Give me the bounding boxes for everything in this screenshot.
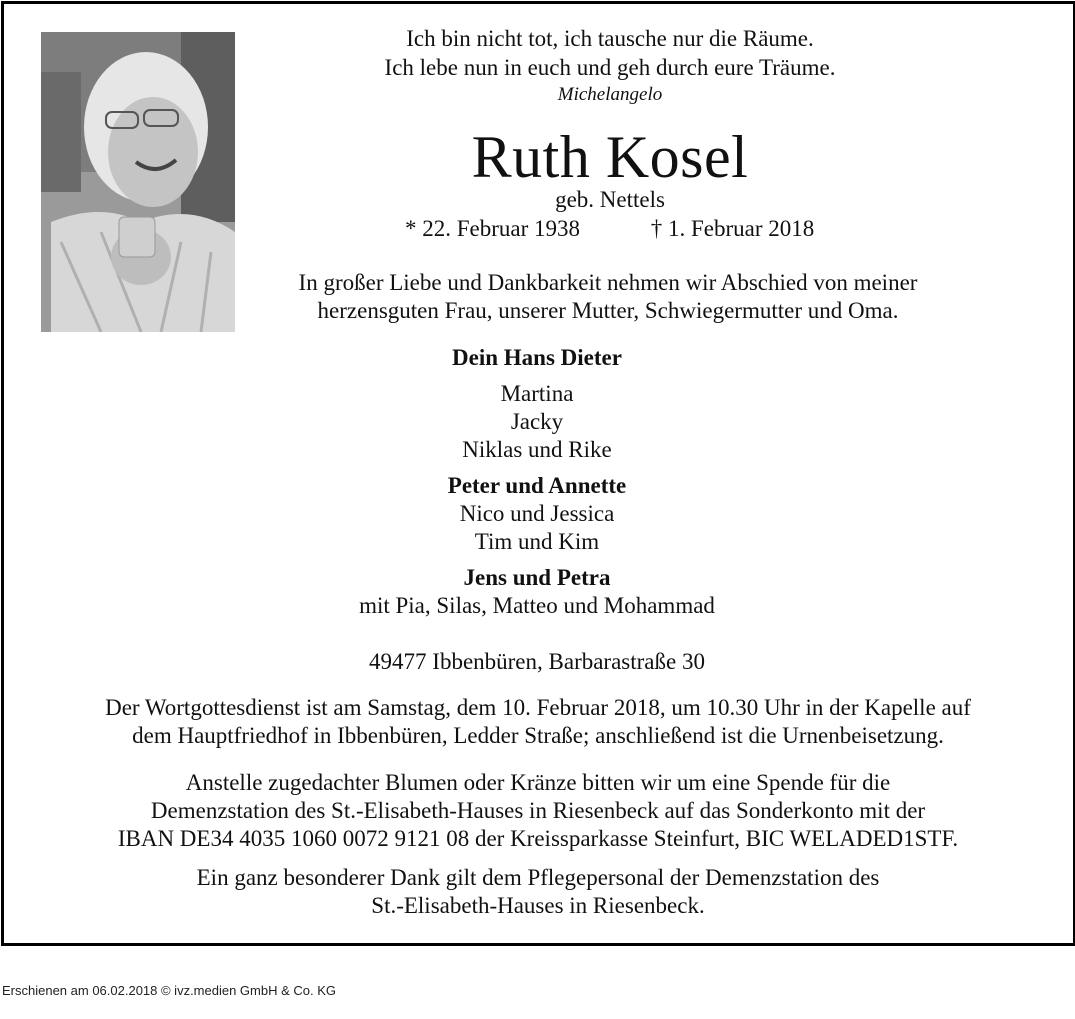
farewell-line-2: herzensguten Frau, unserer Mutter, Schwiegermutter und Oma. xyxy=(317,298,899,323)
farewell-line-1: In großer Liebe und Dankbarkeit nehmen wir Abschied von meiner xyxy=(298,270,918,295)
maiden-name: geb. Nettels xyxy=(555,187,665,212)
donation-line-2: Demenzstation des St.-Elisabeth-Hauses in Riesenbeck auf das Sonderkonto mit der xyxy=(150,798,926,823)
deceased-name: Ruth Kosel xyxy=(471,124,749,190)
thanks-line-1: Ein ganz besonderer Dank gilt dem Pflegepersonal der Demenzstation des xyxy=(196,865,880,890)
death-date: † 1. Februar 2018 xyxy=(650,216,815,241)
donation-line-1: Anstelle zugedachter Blumen oder Kränze bitten wir um eine Spende für die xyxy=(185,770,891,795)
family-member: Niklas und Rike xyxy=(462,437,612,462)
portrait-photo xyxy=(41,32,235,332)
family-group-head: Peter und Annette xyxy=(447,473,627,498)
family-member: Tim und Kim xyxy=(474,529,600,554)
publication-footer: Erschienen am 06.02.2018 © ivz.medien GmbH & Co. KG xyxy=(2,983,337,998)
quote-line-1: Ich bin nicht tot, ich tausche nur die Räume. xyxy=(406,26,814,51)
family-member: Nico und Jessica xyxy=(459,501,615,526)
family-member: Martina xyxy=(500,381,574,406)
birth-date: * 22. Februar 1938 xyxy=(404,216,581,241)
family-member: Jacky xyxy=(510,409,564,434)
service-line-2: dem Hauptfriedhof in Ibbenbüren, Ledder Straße; anschließend ist die Urnenbeisetzung. xyxy=(132,723,944,748)
address: 49477 Ibbenbüren, Barbarastraße 30 xyxy=(369,649,705,674)
donation-line-3: IBAN DE34 4035 1060 0072 9121 08 der Kreissparkasse Steinfurt, BIC WELADED1STF. xyxy=(117,826,959,851)
family-group-head: Jens und Petra xyxy=(463,565,611,590)
family-member: mit Pia, Silas, Matteo und Mohammad xyxy=(359,593,715,618)
service-line-1: Der Wortgottesdienst ist am Samstag, dem 10. Februar 2018, um 10.30 Uhr in der Kapelle auf xyxy=(105,695,971,720)
quote-line-2: Ich lebe nun in euch und geh durch eure Träume. xyxy=(384,55,836,80)
thanks-line-2: St.-Elisabeth-Hauses in Riesenbeck. xyxy=(371,893,705,918)
spouse-name: Dein Hans Dieter xyxy=(452,345,622,370)
quote-author: Michelangelo xyxy=(557,84,663,105)
